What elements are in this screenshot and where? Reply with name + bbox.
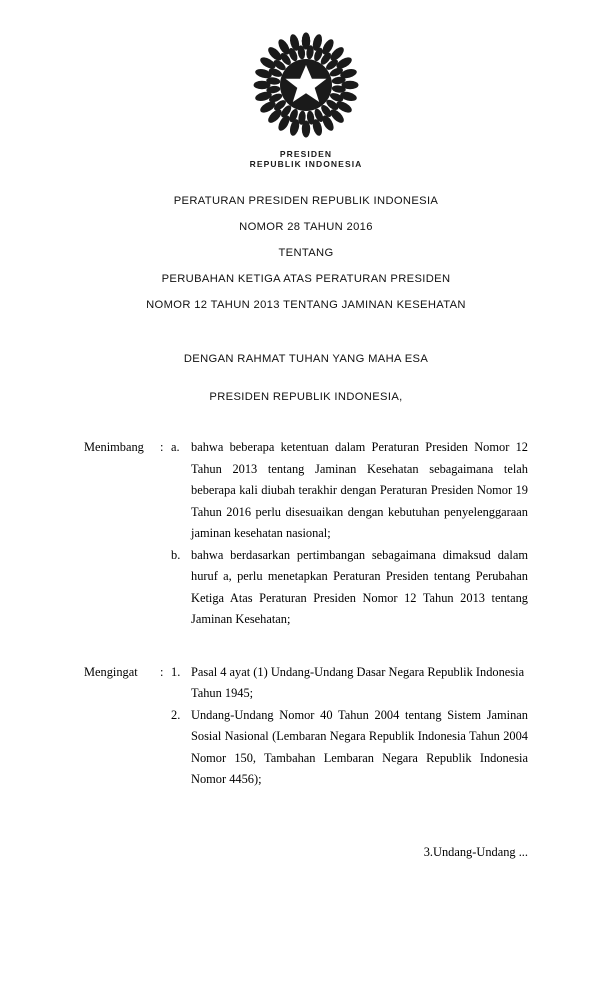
page-catchword: 3.Undang-Undang ... (423, 845, 528, 859)
emblem-block (0, 30, 612, 169)
item-marker: a. (171, 440, 180, 454)
item-text: bahwa beberapa ketentuan dalam Peraturan Presiden Nomor 12 Tahun 2013 tentang Jaminan Kesehatan sebagaimana telah beberapa kali diubah terakhir dengan Peraturan Presiden Nomor 19 Tahun 2016 perlu disesuaikan dengan kebutuhan penyelenggaraan jaminan kesehatan nasional; (191, 440, 528, 540)
item-text: bahwa berdasarkan pertimbangan sebagaimana dimaksud dalam huruf a, perlu menetapkan Peraturan Presiden tentang Perubahan Ketiga Atas Peraturan Presiden Nomor 12 Tahun 2013 tentang Jaminan Kesehatan; (191, 547, 528, 626)
document-subtitle-block (0, 353, 612, 429)
title-line-2: NOMOR 28 TAHUN 2016 (239, 221, 373, 233)
subtitle-line-1: DENGAN RAHMAT TUHAN YANG MAHA ESA (183, 353, 429, 365)
emblem-caption (0, 149, 612, 169)
emblem-caption-line2: REPUBLIK INDONESIA (249, 159, 363, 169)
list-item (171, 437, 528, 545)
clause-colon-menimbang: : (160, 440, 164, 454)
item-marker: 1. (171, 664, 181, 679)
emblem-caption-line1: PRESIDEN (279, 149, 333, 159)
title-line-5: NOMOR 12 TAHUN 2013 TENTANG JAMINAN KESEHATAN (146, 299, 466, 311)
clause-label-menimbang: Menimbang (84, 440, 144, 454)
item-text: Pasal 4 ayat (1) Undang-Undang Dasar Negara Republik Indonesia Tahun 1945; (191, 664, 525, 700)
title-line-1: PERATURAN PRESIDEN REPUBLIK INDONESIA (173, 195, 439, 207)
clause-items-mengingat (171, 662, 528, 791)
clause-mengingat (84, 662, 528, 791)
garuda-star-wreath-emblem (247, 30, 365, 142)
item-text: Undang-Undang Nomor 40 Tahun 2004 tentang Sistem Jaminan Sosial Nasional (Lembaran Negara Republik Indonesia Tahun 2004 Nomor 150, Tambahan Lembaran Negara Republik Indonesia Nomor 4456); (191, 707, 528, 786)
item-marker: 2. (171, 707, 181, 722)
item-marker: b. (171, 547, 181, 562)
clause-label-mengingat: Mengingat (84, 664, 138, 679)
list-item (171, 545, 528, 631)
title-line-3: TENTANG (278, 247, 334, 259)
clause-colon-mengingat: : (160, 664, 164, 679)
title-line-4: PERUBAHAN KETIGA ATAS PERATURAN PRESIDEN (161, 273, 451, 285)
subtitle-line-2: PRESIDEN REPUBLIK INDONESIA, (209, 391, 403, 403)
clause-menimbang (84, 437, 528, 631)
list-item (171, 705, 528, 791)
list-item (171, 662, 528, 705)
clause-items-menimbang (171, 437, 528, 631)
document-title-block (0, 195, 612, 325)
clauses-section (84, 437, 528, 791)
